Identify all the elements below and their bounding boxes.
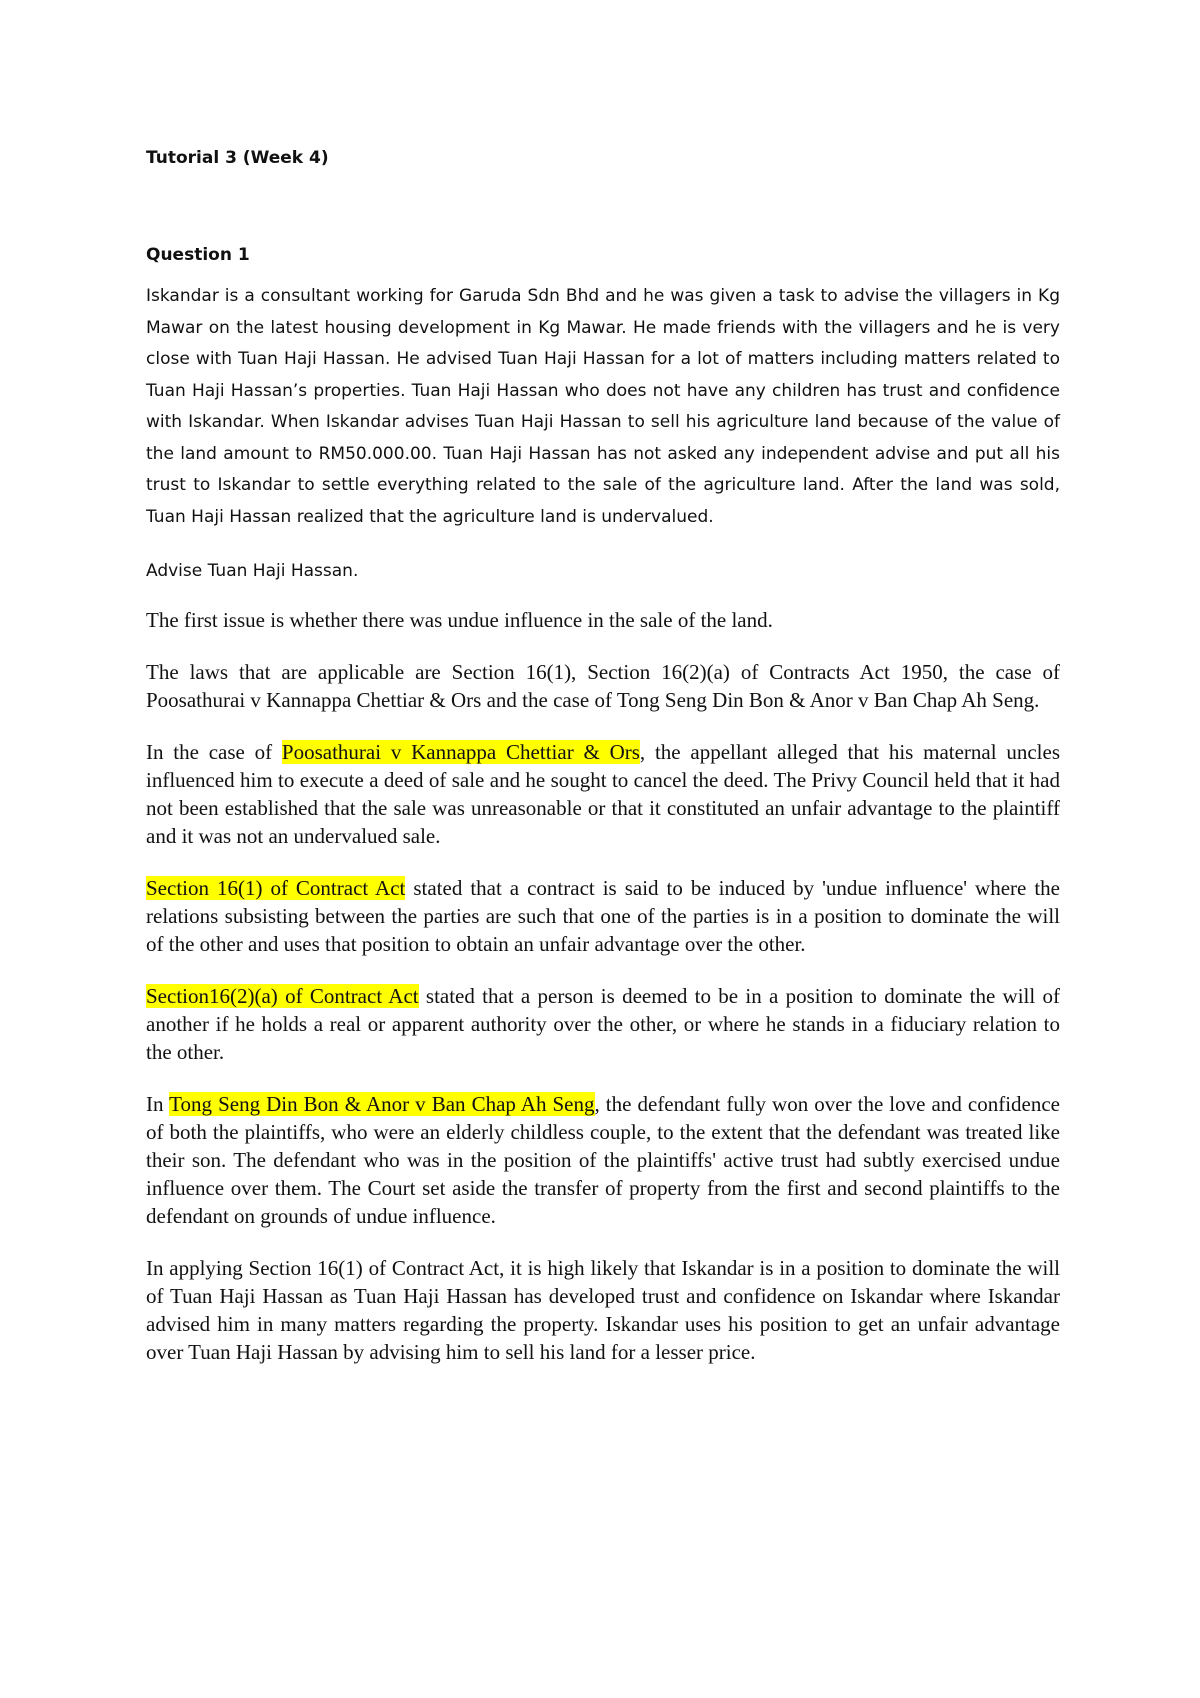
answer-tong-seng-lead: In (146, 1092, 170, 1116)
answer-tong-seng-paragraph (146, 1090, 1060, 1230)
answer-poosathurai-paragraph (146, 738, 1060, 850)
question-text: Iskandar is a consultant working for Garuda Sdn Bhd and he was given a task to advise the villagers in Kg Mawar on the latest housing development in Kg Mawar. He made friends with the villagers and he is very close with Tuan Haji Hassan. He advised Tuan Haji Hassan for a lot of matters including matters related to Tuan Haji Hassan’s properties. Tuan Haji Hassan who does not have any children has trust and confidence with Iskandar. When Iskandar advises Tuan Haji Hassan to sell his agriculture land because of the value of the land amount to RM50.000.00. Tuan Haji Hassan has not asked any independent advise and put all his trust to Iskandar to settle everything related to the sale of the agriculture land. After the land was sold, Tuan Haji Hassan realized that the agriculture land is undervalued. (146, 286, 1060, 527)
answer-application: In applying Section 16(1) of Contract Act, it is high likely that Iskandar is in a position to dominate the will of Tuan Haji Hassan as Tuan Haji Hassan has developed trust and confidence on Iskandar where Iskandar advised him in many matters regarding the property. Iskandar uses his position to get an unfair advantage over Tuan Haji Hassan by advising him to sell his land for a lesser price. (146, 1256, 1060, 1364)
answer-tong-seng-body: , the defendant fully won over the love and confidence of both the plaintiffs, who were an elderly childless couple, to the extent that the defendant was treated like their son. The defendant who was in the position of the plaintiffs' active trust had subtly exercised undue influence over them. The Court set aside the transfer of property from the first and second plaintiffs to the defendant on grounds of undue influence. (146, 1092, 1060, 1228)
answer-section-16-1-paragraph (146, 874, 1060, 958)
document-title: Tutorial 3 (Week 4) (146, 148, 329, 168)
answer-poosathurai-lead: In the case of (146, 740, 282, 764)
answer-section-16-2a-paragraph (146, 982, 1060, 1066)
answer-laws: The laws that are applicable are Section 16(1), Section 16(2)(a) of Contracts Act 1950, the case of Poosathurai v Kannappa Chettiar & Ors and the case of Tong Seng Din Bon & Anor v Ban Chap Ah Seng. (146, 660, 1060, 712)
question-heading: Question 1 (146, 245, 250, 265)
statute-highlight: Section16(2)(a) of Contract Act (146, 984, 419, 1008)
case-name-highlight: Poosathurai v Kannappa Chettiar & Ors (281, 740, 640, 764)
case-name-highlight: Tong Seng Din Bon & Anor v Ban Chap Ah Seng (169, 1092, 595, 1116)
document-content (146, 146, 1060, 1366)
answer-section-16-1-body: stated that a contract is said to be induced by 'undue influence' where the relations subsisting between the parties are such that one of the parties is in a position to dominate the will of the other and uses that position to obtain an unfair advantage over the other. (146, 876, 1060, 956)
question-prompt: Advise Tuan Haji Hassan. (146, 561, 359, 581)
answer-issue: The first issue is whether there was undue influence in the sale of the land. (146, 608, 773, 632)
statute-highlight: Section 16(1) of Contract Act (146, 876, 406, 900)
answer-poosathurai-body: , the appellant alleged that his maternal uncles influenced him to execute a deed of sale and he sought to cancel the deed. The Privy Council held that it had not been established that the sale was unreasonable or that it constituted an unfair advantage to the plaintiff and it was not an undervalued sale. (146, 740, 1061, 848)
answer-section-16-2a-body: stated that a person is deemed to be in a position to dominate the will of another if he holds a real or apparent authority over the other, or where he stands in a fiduciary relation to the other. (146, 984, 1061, 1064)
